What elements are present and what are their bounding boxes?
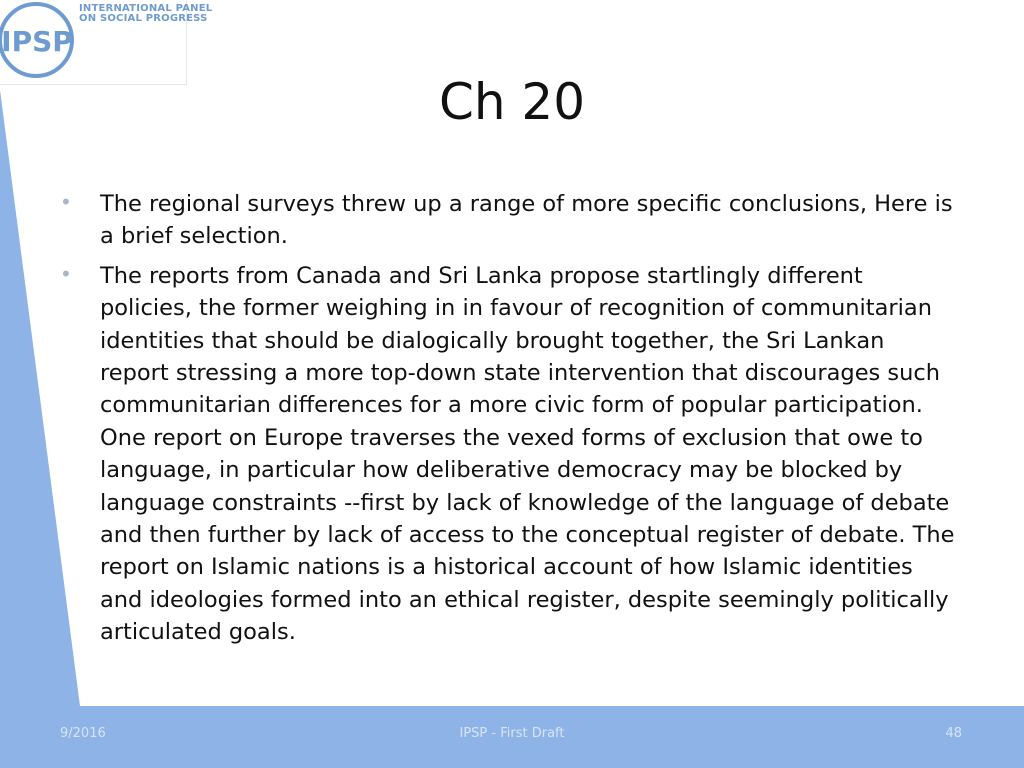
- bullet-item: [60, 188, 960, 253]
- bullet-list: [60, 188, 960, 656]
- logo-mark-text: IPSP: [1, 25, 73, 58]
- bullet-dot-icon: •: [60, 190, 72, 214]
- bullet-item: [60, 260, 960, 649]
- bullet-text: The reports from Canada and Sri Lanka propose startlingly different policies, the former weighing in in favour of recognition of communitarian identities that should be dialogically brought together, the Sri Lankan report stressing a more top-down state intervention that discourages such communitarian differences for a more civic form of popular participation. One report on Europe traverses the vexed forms of exclusion that owe to language, in particular how deliberative democracy may be blocked by language constraints --first by lack of knowledge of the language of debate and then further by lack of access to the conceptual register of debate. The report on Islamic nations is a historical account of how Islamic identities and ideologies formed into an ethical register, despite seemingly politically articulated goals.: [100, 262, 955, 646]
- logo-line-1: INTERNATIONAL PANEL: [79, 3, 213, 14]
- bullet-text: The regional surveys threw up a range of more specific conclusions, Here is a brief selection.: [100, 191, 953, 250]
- footer-page-number: 48: [945, 726, 962, 741]
- footer-center-text: IPSP - First Draft: [459, 726, 565, 741]
- footer-date: 9/2016: [60, 726, 106, 741]
- bullet-dot-icon: •: [60, 261, 72, 286]
- slide-title: Ch 20: [438, 73, 586, 131]
- logo-line-2: ON SOCIAL PROGRESS: [79, 13, 208, 24]
